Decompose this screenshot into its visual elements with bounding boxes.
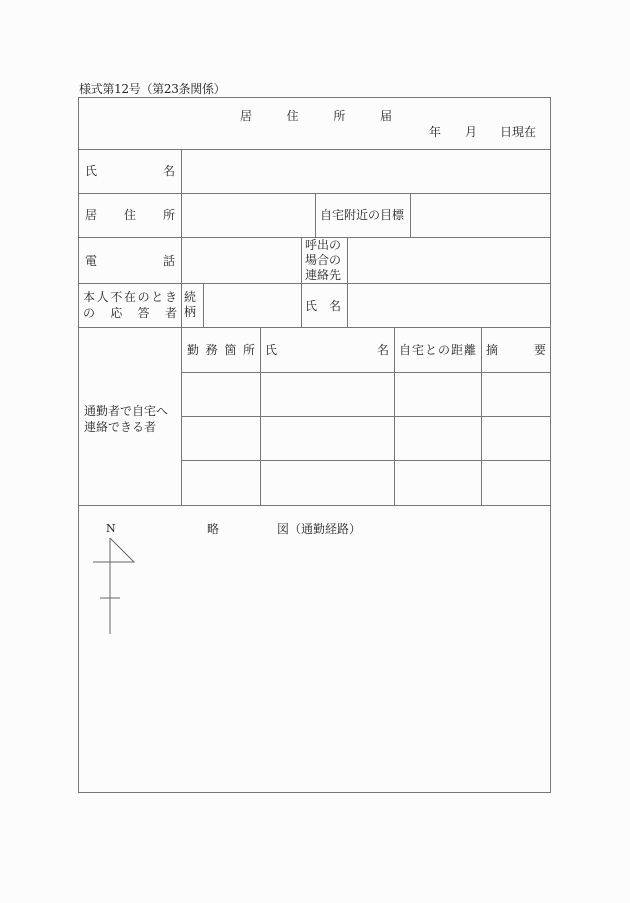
north-label: N <box>106 522 116 535</box>
header-char: 勤 <box>187 343 200 357</box>
header-char: 箇 <box>224 343 237 357</box>
name-field[interactable] <box>182 150 550 193</box>
entry-2-workplace-field[interactable] <box>182 417 260 460</box>
title-char: 所 <box>333 109 346 123</box>
callout-contact-field[interactable] <box>348 238 550 283</box>
header-workplace <box>187 343 255 357</box>
label-char: 者 <box>164 306 177 320</box>
form-caption: 様式第12号（第23条関係） <box>79 82 226 96</box>
header-name <box>265 343 389 357</box>
label-char: 所 <box>162 208 175 222</box>
label-char: 話 <box>162 254 175 268</box>
label-line <box>83 306 177 320</box>
title-char: 届 <box>379 109 392 123</box>
responder-name-label <box>305 299 341 313</box>
entry-1-name-field[interactable] <box>261 373 394 416</box>
label-char: 名 <box>162 164 175 178</box>
label-line: 連絡できる者 <box>84 420 157 434</box>
absence-responder-label <box>83 290 177 320</box>
label-char: 氏 <box>85 164 98 178</box>
address-field[interactable] <box>182 194 315 237</box>
relation-field[interactable] <box>204 284 301 327</box>
label-char: 名 <box>328 299 341 313</box>
label-char: 続 <box>184 290 197 304</box>
date-month-label: 月 <box>465 125 478 139</box>
entry-1-remarks-field[interactable] <box>482 373 550 416</box>
label-char: の <box>137 290 150 304</box>
header-distance: 自宅との距離 <box>399 343 478 357</box>
header-remarks <box>486 343 546 357</box>
commuter-contact-label <box>84 403 168 435</box>
divider <box>78 505 551 506</box>
entry-2-remarks-field[interactable] <box>482 417 550 460</box>
label-char: 本 <box>83 290 96 304</box>
label-char: 居 <box>85 208 98 222</box>
label-char: 氏 <box>305 299 318 313</box>
phone-field[interactable] <box>182 238 301 283</box>
label-line: 通勤者で自宅へ <box>84 404 169 418</box>
label-char: 人 <box>96 290 109 304</box>
relation-label <box>184 290 202 320</box>
address-label <box>85 208 175 222</box>
entry-2-name-field[interactable] <box>261 417 394 460</box>
date-year-label: 年 <box>429 125 442 139</box>
form-title <box>240 109 392 123</box>
divider <box>315 193 316 237</box>
date-day-label: 日現在 <box>500 125 537 139</box>
entry-3-distance-field[interactable] <box>395 461 481 505</box>
header-char: 所 <box>242 343 255 357</box>
label-line <box>83 290 177 304</box>
label-char: 応 <box>110 306 123 320</box>
map-title: 図（通勤経路） <box>277 522 362 536</box>
label-char: 不 <box>110 290 123 304</box>
label-line: 呼出の <box>305 238 342 252</box>
label-char: と <box>151 290 164 304</box>
landmark-field[interactable] <box>411 194 550 237</box>
label-char: 在 <box>123 290 136 304</box>
header-char: 摘 <box>486 343 499 357</box>
landmark-label: 自宅附近の目標 <box>320 208 405 222</box>
header-char: 務 <box>205 343 218 357</box>
responder-name-field[interactable] <box>348 284 550 327</box>
label-line: 場合の <box>305 253 342 267</box>
header-char: 名 <box>376 343 389 357</box>
entry-3-workplace-field[interactable] <box>182 461 260 505</box>
label-char: 電 <box>85 254 98 268</box>
entry-1-distance-field[interactable] <box>395 373 481 416</box>
title-char: 居 <box>240 109 253 123</box>
entry-3-remarks-field[interactable] <box>482 461 550 505</box>
divider <box>301 237 302 327</box>
map-title-char: 略 <box>207 522 220 536</box>
label-char: き <box>164 290 177 304</box>
route-map-drawing-area[interactable] <box>79 540 550 792</box>
entry-1-workplace-field[interactable] <box>182 373 260 416</box>
label-char: 住 <box>123 208 136 222</box>
label-line: 連絡先 <box>305 268 342 282</box>
header-char: 要 <box>533 343 546 357</box>
label-char: 柄 <box>184 305 197 319</box>
label-char: 答 <box>137 306 150 320</box>
entry-3-name-field[interactable] <box>261 461 394 505</box>
phone-label <box>85 254 175 268</box>
label-char: の <box>83 306 96 320</box>
header-char: 氏 <box>265 343 278 357</box>
callout-contact-label <box>305 238 347 283</box>
name-label <box>85 164 175 178</box>
entry-2-distance-field[interactable] <box>395 417 481 460</box>
title-char: 住 <box>286 109 299 123</box>
